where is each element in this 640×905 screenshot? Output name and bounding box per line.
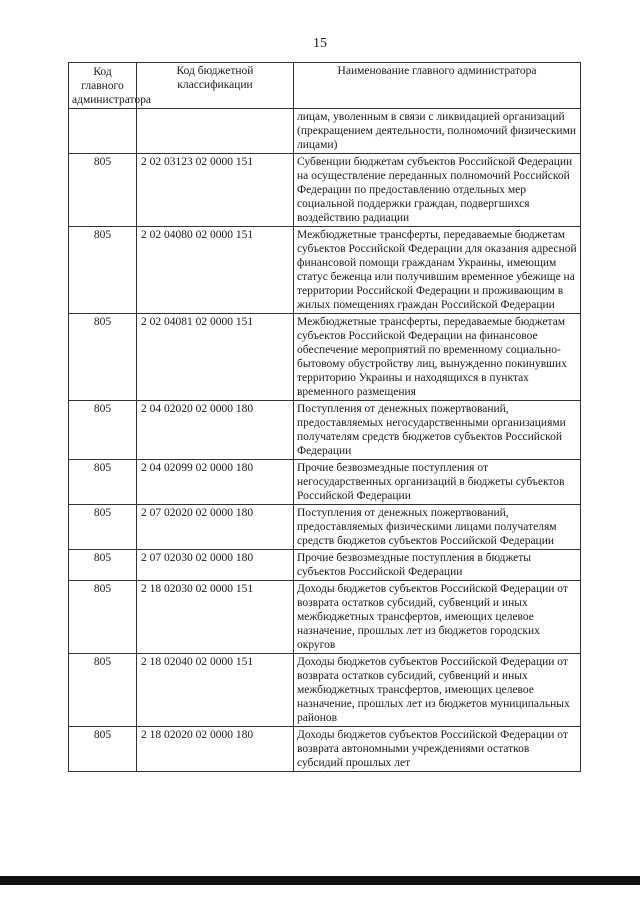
table-row <box>69 550 581 581</box>
table-row <box>69 505 581 550</box>
budget-administrators-table <box>68 62 581 772</box>
header-administrator-name: Наименование главного администратора <box>294 63 581 109</box>
administrator-name-cell: Доходы бюджетов субъектов Российской Федерации от возврата остатков субсидий, субвенций и иных межбюджетных трансфертов, имеющих целевое назначение, прошлых лет из бюджетов муниципальных районов <box>294 654 581 727</box>
table-row <box>69 314 581 401</box>
admin-code-cell: 805 <box>69 505 137 550</box>
budget-code-cell: 2 18 02020 02 0000 180 <box>137 727 294 772</box>
budget-code-cell: 2 18 02030 02 0000 151 <box>137 581 294 654</box>
admin-code-cell <box>69 109 137 154</box>
administrator-name-cell: лицам, уволенным в связи с ликвидацией организаций (прекращением деятельности, полномочий физическими лицами) <box>294 109 581 154</box>
admin-code-cell: 805 <box>69 154 137 227</box>
administrator-name-cell: Доходы бюджетов субъектов Российской Федерации от возврата остатков субсидий, субвенций и иных межбюджетных трансфертов, имеющих целевое назначение, прошлых лет из бюджетов городских округов <box>294 581 581 654</box>
budget-code-cell: 2 02 04080 02 0000 151 <box>137 227 294 314</box>
budget-code-cell: 2 07 02020 02 0000 180 <box>137 505 294 550</box>
administrator-name-cell: Прочие безвозмездные поступления в бюджеты субъектов Российской Федерации <box>294 550 581 581</box>
admin-code-cell: 805 <box>69 401 137 460</box>
table-row <box>69 460 581 505</box>
admin-code-cell: 805 <box>69 654 137 727</box>
table-row <box>69 727 581 772</box>
budget-code-cell: 2 18 02040 02 0000 151 <box>137 654 294 727</box>
header-budget-code: Код бюджетной классификации <box>137 63 294 109</box>
administrator-name-cell: Межбюджетные трансферты, передаваемые бюджетам субъектов Российской Федерации на финансовое обеспечение мероприятий по временному социально-бытовому обустройству лиц, вынужденно покинувших территорию Украины и находящихся в пунктах временного размещения <box>294 314 581 401</box>
table-row <box>69 401 581 460</box>
admin-code-cell: 805 <box>69 227 137 314</box>
admin-code-cell: 805 <box>69 460 137 505</box>
table-row <box>69 227 581 314</box>
administrator-name-cell: Поступления от денежных пожертвований, предоставляемых негосударственными организациями получателям средств бюджетов субъектов Российской Федерации <box>294 401 581 460</box>
page-number: 15 <box>313 36 327 51</box>
table-row <box>69 654 581 727</box>
admin-code-cell: 805 <box>69 550 137 581</box>
admin-code-cell: 805 <box>69 581 137 654</box>
budget-code-cell: 2 02 04081 02 0000 151 <box>137 314 294 401</box>
budget-code-cell: 2 02 03123 02 0000 151 <box>137 154 294 227</box>
admin-code-cell: 805 <box>69 727 137 772</box>
administrator-name-cell: Межбюджетные трансферты, передаваемые бюджетам субъектов Российской Федерации для оказания адресной финансовой помощи гражданам Украины, имеющим статус беженца или получившим временное убежище на территории Российской Федерации и проживающим в жилых помещениях граждан Российской Федерации <box>294 227 581 314</box>
table-row <box>69 154 581 227</box>
table-row <box>69 581 581 654</box>
scan-bottom-edge <box>0 876 640 885</box>
table-header-row <box>69 63 581 109</box>
administrator-name-cell: Субвенции бюджетам субъектов Российской Федерации на осуществление переданных полномочий Российской Федерации по предоставлению отдельных мер социальной поддержки граждан, подвергшихся воздействию радиации <box>294 154 581 227</box>
budget-code-cell <box>137 109 294 154</box>
header-admin-code: Код главного администратора <box>69 63 137 109</box>
administrator-name-cell: Прочие безвозмездные поступления от негосударственных организаций в бюджеты субъектов Российской Федерации <box>294 460 581 505</box>
table-row <box>69 109 581 154</box>
administrator-name-cell: Поступления от денежных пожертвований, предоставляемых физическими лицами получателям средств бюджетов субъектов Российской Федерации <box>294 505 581 550</box>
administrator-name-cell: Доходы бюджетов субъектов Российской Федерации от возврата автономными учреждениями остатков субсидий прошлых лет <box>294 727 581 772</box>
budget-code-cell: 2 04 02020 02 0000 180 <box>137 401 294 460</box>
admin-code-cell: 805 <box>69 314 137 401</box>
budget-code-cell: 2 04 02099 02 0000 180 <box>137 460 294 505</box>
budget-code-cell: 2 07 02030 02 0000 180 <box>137 550 294 581</box>
